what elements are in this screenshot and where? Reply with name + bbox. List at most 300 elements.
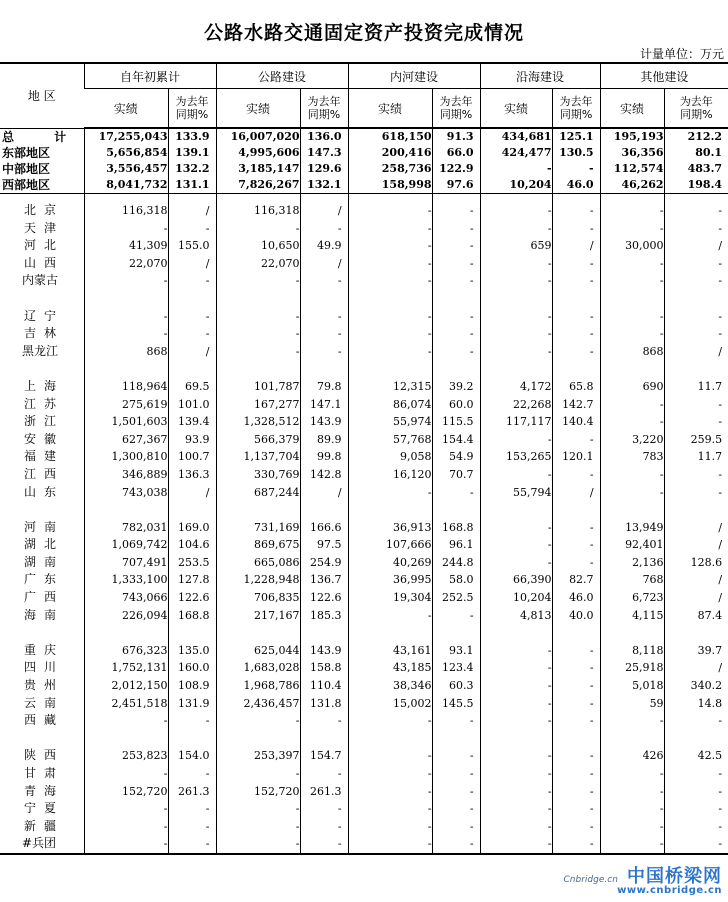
page-title: 公路水路交通固定资产投资完成情况 <box>203 22 524 44</box>
actual-value: - <box>600 800 664 818</box>
pct-value: - <box>664 835 728 854</box>
pct-value: - <box>552 800 600 818</box>
pct-value: 42.5 <box>664 747 728 765</box>
pct-value: 185.3 <box>300 607 348 625</box>
pct-value: 143.9 <box>300 642 348 660</box>
actual-value: - <box>84 712 168 730</box>
actual-value: - <box>600 765 664 783</box>
pct-value: - <box>300 712 348 730</box>
pct-value: 115.5 <box>432 413 480 431</box>
pct-value: / <box>664 343 728 361</box>
actual-value: 36,995 <box>348 571 432 589</box>
table-row <box>0 818 728 836</box>
actual-value: - <box>600 396 664 414</box>
pct-value: - <box>432 255 480 273</box>
actual-value: 5,018 <box>600 677 664 695</box>
table-row <box>0 519 728 537</box>
pct-value: 140.4 <box>552 413 600 431</box>
actual-value: 118,964 <box>84 378 168 396</box>
pct-value: 212.2 <box>664 128 728 145</box>
actual-value: 152,720 <box>84 783 168 801</box>
spacer-row <box>0 194 728 203</box>
actual-value: - <box>480 835 552 854</box>
pct-header <box>664 89 728 129</box>
pct-value: - <box>300 835 348 854</box>
actual-value: 152,720 <box>216 783 300 801</box>
actual-value: - <box>84 835 168 854</box>
actual-value: 66,390 <box>480 571 552 589</box>
pct-value: 252.5 <box>432 589 480 607</box>
pct-value: / <box>664 659 728 677</box>
table-row <box>0 642 728 660</box>
pct-value: 142.7 <box>552 396 600 414</box>
actual-value: - <box>480 220 552 238</box>
pct-value: 147.3 <box>300 145 348 161</box>
pct-value: / <box>168 255 216 273</box>
actual-value: 253,397 <box>216 747 300 765</box>
pct-value: - <box>552 202 600 220</box>
pct-value: 129.6 <box>300 161 348 177</box>
region-name: 北京 <box>24 203 65 217</box>
actual-value: - <box>600 712 664 730</box>
table-row <box>0 695 728 713</box>
region-name: 湖北 <box>24 537 65 552</box>
table-row <box>0 765 728 783</box>
actual-value: 625,044 <box>216 642 300 660</box>
actual-value: 1,968,786 <box>216 677 300 695</box>
table-row <box>0 783 728 801</box>
actual-value: 17,255,043 <box>84 128 168 145</box>
actual-value: - <box>600 272 664 290</box>
actual-value: 167,277 <box>216 396 300 414</box>
pct-value: 58.0 <box>432 571 480 589</box>
actual-value: 55,794 <box>480 484 552 502</box>
pct-value: - <box>300 220 348 238</box>
actual-value: 731,169 <box>216 519 300 537</box>
region-name: 内蒙古 <box>22 273 59 288</box>
pct-value: 91.3 <box>432 128 480 145</box>
actual-value: - <box>84 220 168 238</box>
pct-value: 169.0 <box>168 519 216 537</box>
pct-value: - <box>300 343 348 361</box>
actual-value: 1,137,704 <box>216 448 300 466</box>
region-name: 辽宁 <box>24 308 65 323</box>
pct-value: 154.7 <box>300 747 348 765</box>
table-row <box>0 128 728 145</box>
actual-value: - <box>600 202 664 220</box>
actual-value: 92,401 <box>600 536 664 554</box>
table-row <box>0 272 728 290</box>
pct-value: 127.8 <box>168 571 216 589</box>
actual-header: 实绩 <box>216 89 300 129</box>
table-row <box>0 255 728 273</box>
table-row <box>0 484 728 502</box>
region-name: 山西 <box>24 255 65 270</box>
pct-value: 131.8 <box>300 695 348 713</box>
pct-value: - <box>552 695 600 713</box>
pct-header-line1: 为去年 <box>175 95 209 108</box>
actual-value: 116,318 <box>84 202 168 220</box>
pct-value: 142.8 <box>300 466 348 484</box>
actual-value: - <box>480 554 552 572</box>
actual-value: - <box>600 466 664 484</box>
actual-value: 743,066 <box>84 589 168 607</box>
actual-value: 40,269 <box>348 554 432 572</box>
spacer-row <box>0 290 728 308</box>
pct-header-line1: 为去年 <box>679 95 713 108</box>
actual-value: 346,889 <box>84 466 168 484</box>
pct-value: - <box>168 765 216 783</box>
watermark-logo: Cnbridge.cn <box>563 875 618 885</box>
pct-value: 147.1 <box>300 396 348 414</box>
pct-value: 39.2 <box>432 378 480 396</box>
investment-table <box>0 62 728 855</box>
pct-value: - <box>552 308 600 326</box>
pct-value: - <box>664 202 728 220</box>
actual-value: 258,736 <box>348 161 432 177</box>
actual-value: - <box>480 818 552 836</box>
region-name: 西藏 <box>24 713 65 728</box>
actual-value: 275,619 <box>84 396 168 414</box>
actual-value: - <box>480 712 552 730</box>
pct-value: - <box>300 800 348 818</box>
pct-value: 168.8 <box>432 519 480 537</box>
actual-value: 253,823 <box>84 747 168 765</box>
table-row <box>0 536 728 554</box>
actual-value: 6,723 <box>600 589 664 607</box>
pct-value: - <box>168 818 216 836</box>
pct-value: / <box>664 519 728 537</box>
pct-value: - <box>432 783 480 801</box>
actual-value: - <box>348 484 432 502</box>
pct-value: 136.3 <box>168 466 216 484</box>
actual-value: - <box>216 343 300 361</box>
pct-value: / <box>300 484 348 502</box>
actual-value: - <box>216 220 300 238</box>
actual-value: - <box>348 712 432 730</box>
actual-value: 57,768 <box>348 431 432 449</box>
pct-value: / <box>552 237 600 255</box>
table-row <box>0 747 728 765</box>
pct-value: 97.6 <box>432 177 480 194</box>
table-row <box>0 237 728 255</box>
actual-value: 10,204 <box>480 589 552 607</box>
actual-value: 19,304 <box>348 589 432 607</box>
pct-value: 120.1 <box>552 448 600 466</box>
pct-value: 130.5 <box>552 145 600 161</box>
actual-value: 665,086 <box>216 554 300 572</box>
region-name: 河北 <box>24 238 65 253</box>
region-name: 总 计 <box>2 129 85 144</box>
group-header: 其他建设 <box>600 63 728 89</box>
pct-value: - <box>432 220 480 238</box>
pct-value: 198.4 <box>664 177 728 194</box>
pct-header-line1: 为去年 <box>307 95 341 108</box>
actual-value: 3,556,457 <box>84 161 168 177</box>
pct-value: 101.0 <box>168 396 216 414</box>
pct-value: 89.9 <box>300 431 348 449</box>
actual-value: - <box>216 818 300 836</box>
pct-value: - <box>664 308 728 326</box>
pct-value: - <box>552 519 600 537</box>
table-row <box>0 466 728 484</box>
region-name: 吉林 <box>24 326 65 341</box>
actual-value: - <box>84 765 168 783</box>
actual-value: - <box>84 818 168 836</box>
actual-value: 1,683,028 <box>216 659 300 677</box>
pct-value: 87.4 <box>664 607 728 625</box>
actual-value: 3,220 <box>600 431 664 449</box>
table-row <box>0 220 728 238</box>
actual-value: 4,995,606 <box>216 145 300 161</box>
pct-header <box>300 89 348 129</box>
actual-value: 4,115 <box>600 607 664 625</box>
actual-value: - <box>216 308 300 326</box>
pct-value: - <box>432 765 480 783</box>
pct-value: / <box>552 484 600 502</box>
region-name: 陕西 <box>24 748 65 763</box>
group-header: 公路建设 <box>216 63 348 89</box>
actual-value: - <box>348 343 432 361</box>
pct-value: - <box>552 747 600 765</box>
pct-value: 11.7 <box>664 448 728 466</box>
actual-value: 36,913 <box>348 519 432 537</box>
pct-value: / <box>664 237 728 255</box>
actual-value: - <box>216 835 300 854</box>
actual-value: 783 <box>600 448 664 466</box>
pct-value: 93.1 <box>432 642 480 660</box>
pct-value: 79.8 <box>300 378 348 396</box>
pct-header-line1: 为去年 <box>439 95 473 108</box>
pct-value: 132.1 <box>300 177 348 194</box>
pct-value: - <box>300 765 348 783</box>
pct-value: 166.6 <box>300 519 348 537</box>
actual-value: - <box>216 712 300 730</box>
actual-value: - <box>348 765 432 783</box>
actual-value: 2,012,150 <box>84 677 168 695</box>
actual-value: - <box>480 202 552 220</box>
actual-value: 55,974 <box>348 413 432 431</box>
actual-value: - <box>348 783 432 801</box>
actual-value: 659 <box>480 237 552 255</box>
pct-value: 60.3 <box>432 677 480 695</box>
actual-value: 200,416 <box>348 145 432 161</box>
actual-value: - <box>216 325 300 343</box>
table-header <box>0 63 728 128</box>
actual-value: - <box>480 308 552 326</box>
pct-value: - <box>168 220 216 238</box>
pct-value: - <box>300 818 348 836</box>
actual-value: - <box>348 308 432 326</box>
pct-value: - <box>552 659 600 677</box>
group-header: 自年初累计 <box>84 63 216 89</box>
region-header: 地 区 <box>0 63 84 128</box>
region-name: 江西 <box>24 466 65 481</box>
actual-value: 59 <box>600 695 664 713</box>
pct-value: - <box>552 818 600 836</box>
actual-value: 36,356 <box>600 145 664 161</box>
actual-value: 226,094 <box>84 607 168 625</box>
actual-value: 4,172 <box>480 378 552 396</box>
pct-value: 136.0 <box>300 128 348 145</box>
actual-value: 43,185 <box>348 659 432 677</box>
pct-value: / <box>168 202 216 220</box>
actual-value: 16,120 <box>348 466 432 484</box>
actual-value: 101,787 <box>216 378 300 396</box>
region-name: 海南 <box>24 607 65 622</box>
actual-value: 22,070 <box>216 255 300 273</box>
actual-value: - <box>480 695 552 713</box>
pct-value: - <box>432 343 480 361</box>
actual-value: 5,656,854 <box>84 145 168 161</box>
table-row <box>0 308 728 326</box>
pct-value: - <box>664 413 728 431</box>
table-row <box>0 554 728 572</box>
actual-value: 869,675 <box>216 536 300 554</box>
pct-value: - <box>432 484 480 502</box>
actual-value: 16,007,020 <box>216 128 300 145</box>
pct-value: 131.1 <box>168 177 216 194</box>
table-row <box>0 396 728 414</box>
actual-value: - <box>600 325 664 343</box>
actual-value: - <box>480 642 552 660</box>
actual-value: 1,501,603 <box>84 413 168 431</box>
pct-value: 131.9 <box>168 695 216 713</box>
actual-value: 687,244 <box>216 484 300 502</box>
pct-value: 132.2 <box>168 161 216 177</box>
pct-value: - <box>664 466 728 484</box>
actual-value: 330,769 <box>216 466 300 484</box>
actual-value: - <box>600 783 664 801</box>
actual-value: 868 <box>600 343 664 361</box>
unit-label: 计量单位：万元 <box>639 47 724 61</box>
pct-value: - <box>432 272 480 290</box>
region-name: 上海 <box>24 378 65 393</box>
actual-value: 25,918 <box>600 659 664 677</box>
table-row <box>0 607 728 625</box>
actual-value: - <box>480 677 552 695</box>
pct-value: 253.5 <box>168 554 216 572</box>
pct-value: 139.4 <box>168 413 216 431</box>
pct-value: - <box>552 536 600 554</box>
actual-value: - <box>348 255 432 273</box>
actual-value: - <box>216 765 300 783</box>
pct-value: - <box>552 272 600 290</box>
pct-value: - <box>552 642 600 660</box>
pct-value: / <box>664 571 728 589</box>
actual-value: 107,666 <box>348 536 432 554</box>
actual-value: - <box>600 255 664 273</box>
pct-value: 122.9 <box>432 161 480 177</box>
actual-value: 3,185,147 <box>216 161 300 177</box>
region-name: 中部地区 <box>2 162 51 176</box>
actual-value: 768 <box>600 571 664 589</box>
spacer-row <box>0 501 728 519</box>
actual-value: 1,333,100 <box>84 571 168 589</box>
region-name: 安徽 <box>24 431 65 446</box>
pct-value: - <box>664 220 728 238</box>
pct-value: - <box>552 161 600 177</box>
region-name: 青海 <box>24 783 65 798</box>
table-row <box>0 589 728 607</box>
pct-value: - <box>552 431 600 449</box>
pct-value: 60.0 <box>432 396 480 414</box>
pct-value: 139.1 <box>168 145 216 161</box>
group-header: 内河建设 <box>348 63 480 89</box>
pct-value: 154.4 <box>432 431 480 449</box>
pct-value: 145.5 <box>432 695 480 713</box>
actual-value: 426 <box>600 747 664 765</box>
pct-value: - <box>552 343 600 361</box>
pct-value: - <box>168 325 216 343</box>
region-name: 河南 <box>24 519 65 534</box>
pct-header-line2: 同期% <box>439 108 473 121</box>
pct-value: 122.6 <box>300 589 348 607</box>
pct-value: - <box>300 325 348 343</box>
table-body <box>0 128 728 854</box>
pct-value: - <box>168 272 216 290</box>
actual-value: - <box>216 272 300 290</box>
pct-value: 135.0 <box>168 642 216 660</box>
actual-value: - <box>348 202 432 220</box>
region-name: 甘肃 <box>24 766 65 780</box>
actual-value: 46,262 <box>600 177 664 194</box>
pct-value: 244.8 <box>432 554 480 572</box>
actual-value: - <box>480 783 552 801</box>
pct-value: - <box>300 272 348 290</box>
pct-value: 254.9 <box>300 554 348 572</box>
actual-value: 7,826,267 <box>216 177 300 194</box>
actual-value: 217,167 <box>216 607 300 625</box>
pct-value: - <box>664 783 728 801</box>
actual-value: 743,038 <box>84 484 168 502</box>
actual-value: - <box>480 431 552 449</box>
watermark <box>564 868 722 896</box>
actual-value: 4,813 <box>480 607 552 625</box>
actual-value: 8,041,732 <box>84 177 168 194</box>
actual-value: - <box>480 325 552 343</box>
actual-value: 706,835 <box>216 589 300 607</box>
region-name: 东部地区 <box>2 146 51 160</box>
actual-value: 15,002 <box>348 695 432 713</box>
actual-value: 12,315 <box>348 378 432 396</box>
actual-value: 782,031 <box>84 519 168 537</box>
actual-value: 707,491 <box>84 554 168 572</box>
pct-value: - <box>552 554 600 572</box>
pct-value: 104.6 <box>168 536 216 554</box>
table-row <box>0 202 728 220</box>
actual-value: - <box>480 161 552 177</box>
actual-value: - <box>348 800 432 818</box>
actual-value: 30,000 <box>600 237 664 255</box>
pct-value: - <box>664 325 728 343</box>
actual-value: 10,204 <box>480 177 552 194</box>
table-row <box>0 431 728 449</box>
pct-value: - <box>552 220 600 238</box>
pct-value: 93.9 <box>168 431 216 449</box>
pct-value: 97.5 <box>300 536 348 554</box>
pct-value: / <box>300 255 348 273</box>
pct-value: - <box>552 677 600 695</box>
pct-value: 110.4 <box>300 677 348 695</box>
actual-value: 117,117 <box>480 413 552 431</box>
actual-value: - <box>600 818 664 836</box>
actual-value: - <box>480 659 552 677</box>
actual-value: - <box>480 800 552 818</box>
pct-value: 14.8 <box>664 695 728 713</box>
actual-value: - <box>348 272 432 290</box>
pct-header <box>432 89 480 129</box>
